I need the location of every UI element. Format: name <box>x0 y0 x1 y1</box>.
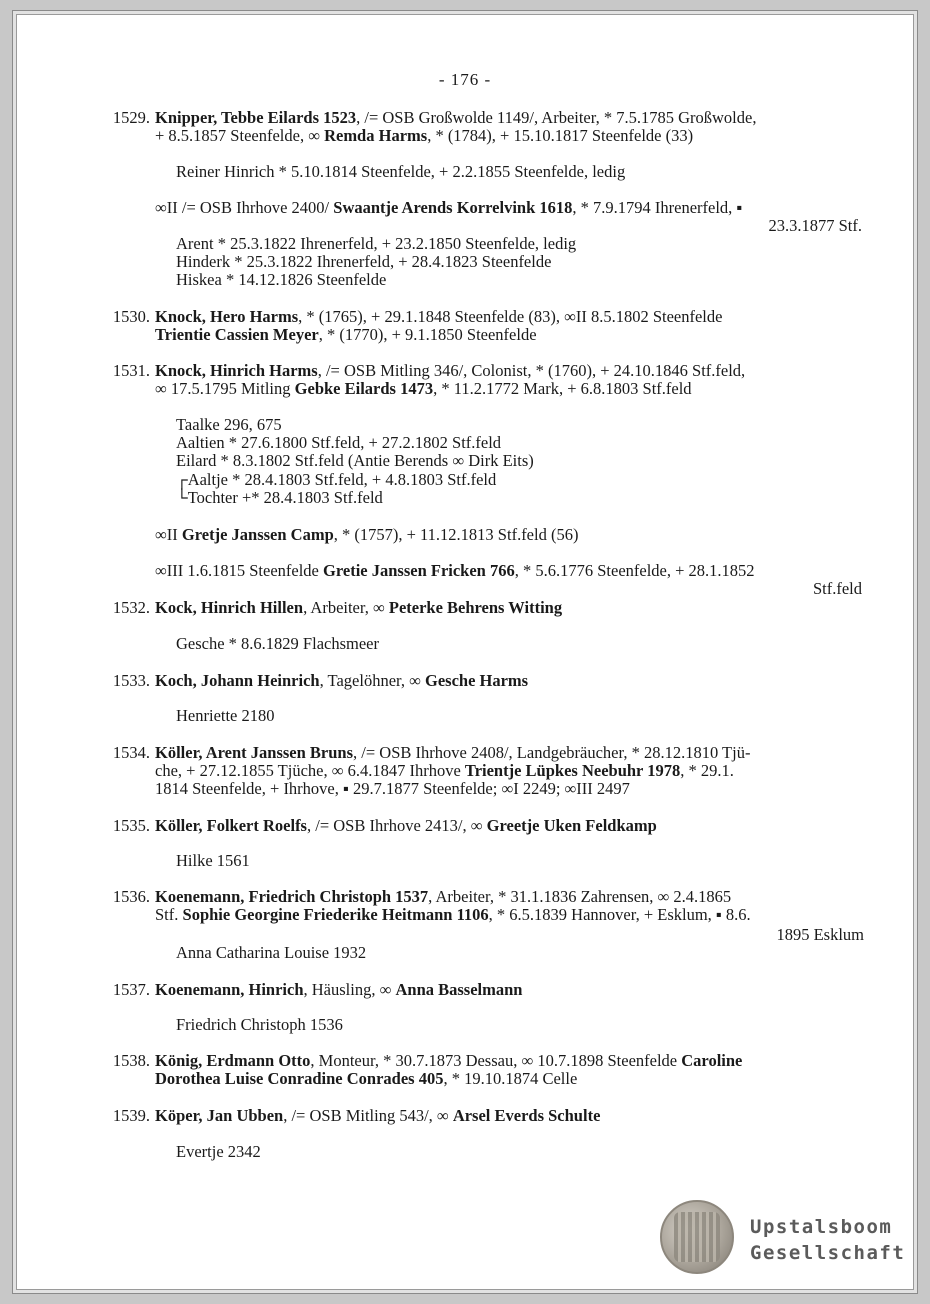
entry-line <box>155 1107 868 1125</box>
person-name: Remda Harms <box>324 126 428 145</box>
entry-number: 1532. <box>112 598 150 617</box>
person-name: Köller, Folkert Roelfs <box>155 816 307 835</box>
text-segment: che, + 27.12.1855 Tjüche, ∞ 6.4.1847 Ihrhove <box>155 761 465 780</box>
text-segment: 23.3.1877 Stf. <box>768 216 862 235</box>
entry-number: 1530. <box>112 307 150 326</box>
child-line <box>176 235 576 253</box>
entry-line <box>155 817 868 835</box>
child-line <box>176 452 534 470</box>
text-segment: Gesche * 8.6.1829 Flachsmeer <box>176 634 379 653</box>
continuation-line <box>600 217 862 235</box>
entry-number: 1534. <box>112 743 150 762</box>
text-segment: ∞II /= OSB Ihrhove 2400/ <box>155 198 334 217</box>
text-segment: , Arbeiter, ∞ <box>303 598 389 617</box>
entry-1536 <box>98 888 868 924</box>
person-name: Anna Basselmann <box>395 980 523 999</box>
text-segment: ∞III 1.6.1815 Steenfelde <box>155 561 324 580</box>
entry-1531 <box>98 362 868 398</box>
text-segment: Evertje 2342 <box>176 1142 261 1161</box>
text-segment: ∞ 17.5.1795 Mitling <box>155 379 295 398</box>
continuation-line <box>600 580 862 598</box>
entry-1532 <box>98 599 868 617</box>
text-segment: , * 29.1. <box>680 761 734 780</box>
person-name: Köper, Jan Ubben <box>155 1106 284 1125</box>
text-segment: , Häusling, ∞ <box>303 980 396 999</box>
entry-number: 1538. <box>112 1051 150 1070</box>
text-segment: , /= OSB Ihrhove 2408/, Landgebräucher, * 28.12.1810 Tjü- <box>353 743 751 762</box>
entry-1537 <box>98 981 868 999</box>
child-line <box>176 707 275 725</box>
entry-line <box>155 380 868 398</box>
text-segment: Hilke 1561 <box>176 851 250 870</box>
text-segment: 1814 Steenfelde, + Ihrhove, ▪ 29.7.1877 Steenfelde; ∞I 2249; ∞III 2497 <box>155 779 630 798</box>
text-segment: Stf. <box>155 905 183 924</box>
text-segment: , * 11.2.1772 Mark, + 6.8.1803 Stf.feld <box>433 379 692 398</box>
text-segment: Friedrich Christoph 1536 <box>176 1015 343 1034</box>
person-name: Greetje Uken Feldkamp <box>486 816 657 835</box>
child-line <box>176 1143 261 1161</box>
person-name: König, Erdmann Otto <box>155 1051 311 1070</box>
person-name: Knipper, Tebbe Eilards 1523 <box>155 108 357 127</box>
child-line <box>176 163 625 181</box>
marriage-line <box>155 526 578 544</box>
text-segment: └Tochter +* 28.4.1803 Stf.feld <box>176 488 383 507</box>
text-segment: Aaltien * 27.6.1800 Stf.feld, + 27.2.1802 Stf.feld <box>176 433 502 452</box>
person-name: Trientje Lüpkes Neebuhr 1978 <box>464 761 681 780</box>
text-segment: , /= OSB Mitling 543/, ∞ <box>283 1106 453 1125</box>
person-name: Arsel Everds Schulte <box>452 1106 601 1125</box>
child-line <box>176 471 496 489</box>
text-segment: , * 19.10.1874 Celle <box>443 1069 578 1088</box>
entry-number: 1529. <box>112 108 150 127</box>
entry-number: 1533. <box>112 671 150 690</box>
person-name: Gesche Harms <box>424 671 529 690</box>
entry-line <box>155 762 868 780</box>
entry-line <box>155 780 868 798</box>
text-segment: Reiner Hinrich * 5.10.1814 Steenfelde, + 2.2.1855 Steenfelde, ledig <box>176 162 626 181</box>
text-segment: , /= OSB Mitling 346/, Colonist, * (1760), + 24.10.1846 Stf.feld, <box>317 361 746 380</box>
person-name: Gebke Eilards 1473 <box>294 379 434 398</box>
person-name: Dorothea Luise Conradine Conrades 405 <box>155 1069 444 1088</box>
text-segment: , Tagelöhner, ∞ <box>319 671 425 690</box>
entry-number: 1531. <box>112 361 150 380</box>
child-line <box>176 852 250 870</box>
continuation-line <box>600 926 864 944</box>
brand-line-2: Gesellschaft <box>750 1242 906 1264</box>
text-segment: Arent * 25.3.1822 Ihrenerfeld, + 23.2.1850 Steenfelde, ledig <box>176 234 577 253</box>
entry-line <box>155 906 868 924</box>
person-name: Caroline <box>681 1051 743 1070</box>
child-line <box>176 416 282 434</box>
text-segment: Taalke 296, 675 <box>176 415 282 434</box>
page-number: - 176 - <box>438 70 492 89</box>
entry-1534 <box>98 744 868 798</box>
person-name: Knock, Hinrich Harms <box>155 361 318 380</box>
entry-line <box>155 362 868 380</box>
entry-line <box>155 672 868 690</box>
entry-line <box>155 127 868 145</box>
child-line <box>176 253 551 271</box>
text-segment: Henriette 2180 <box>176 706 275 725</box>
text-segment: ∞II <box>155 525 182 544</box>
text-segment: , /= OSB Großwolde 1149/, Arbeiter, * 7.5.1785 Großwolde, <box>356 108 757 127</box>
text-segment: , Arbeiter, * 31.1.1836 Zahrensen, ∞ 2.4.1865 <box>428 887 732 906</box>
entry-line <box>155 1070 868 1088</box>
entry-number: 1539. <box>112 1106 150 1125</box>
text-segment: Anna Catharina Louise 1932 <box>176 943 367 962</box>
entry-line <box>155 308 868 326</box>
text-segment: , * (1765), + 29.1.1848 Steenfelde (83), ∞II 8.5.1802 Steenfelde <box>298 307 723 326</box>
entry-number: 1537. <box>112 980 150 999</box>
entry-line <box>155 326 868 344</box>
text-segment: ┌Aaltje * 28.4.1803 Stf.feld, + 4.8.1803 Stf.feld <box>176 470 497 489</box>
person-name: Knock, Hero Harms <box>155 307 299 326</box>
text-segment: , /= OSB Ihrhove 2413/, ∞ <box>306 816 487 835</box>
text-segment: , * (1757), + 11.12.1813 Stf.feld (56) <box>333 525 579 544</box>
marriage-line <box>155 562 755 580</box>
text-segment: Eilard * 8.3.1802 Stf.feld (Antie Berends ∞ Dirk Eits) <box>176 451 534 470</box>
text-segment: Hiskea * 14.12.1826 Steenfelde <box>176 270 387 289</box>
child-line <box>176 271 386 289</box>
entry-line <box>155 981 868 999</box>
entry-line <box>155 888 868 906</box>
brand-line-1: Upstalsboom <box>750 1216 893 1238</box>
text-segment: , * 7.9.1794 Ihrenerfeld, ▪ <box>572 198 743 217</box>
entry-line <box>155 109 868 127</box>
child-line <box>176 434 501 452</box>
text-segment: , * 5.6.1776 Steenfelde, + 28.1.1852 <box>514 561 755 580</box>
person-name: Gretie Janssen Fricken 766 <box>323 561 515 580</box>
entry-number: 1535. <box>112 816 150 835</box>
text-segment: , * (1784), + 15.10.1817 Steenfelde (33) <box>427 126 694 145</box>
person-name: Trientie Cassien Meyer <box>155 325 319 344</box>
entry-line <box>155 744 868 762</box>
person-name: Köller, Arent Janssen Bruns <box>155 743 354 762</box>
entry-1529 <box>98 109 868 145</box>
child-line <box>176 489 383 507</box>
person-name: Kock, Hinrich Hillen <box>155 598 304 617</box>
society-seal-icon <box>660 1200 734 1274</box>
child-line <box>176 1016 343 1034</box>
text-segment: , Monteur, * 30.7.1873 Dessau, ∞ 10.7.1898 Steenfelde <box>310 1051 682 1070</box>
entry-line <box>155 599 868 617</box>
child-line <box>176 944 366 962</box>
marriage-line <box>155 199 742 217</box>
text-segment: , * 6.5.1839 Hannover, + Esklum, ▪ 8.6. <box>488 905 751 924</box>
entry-1535 <box>98 817 868 835</box>
entry-1530 <box>98 308 868 344</box>
person-name: Gretje Janssen Camp <box>181 525 334 544</box>
text-segment: + 8.5.1857 Steenfelde, ∞ <box>155 126 325 145</box>
person-name: Koch, Johann Heinrich <box>155 671 320 690</box>
text-segment: 1895 Esklum <box>776 925 864 944</box>
person-name: Koenemann, Friedrich Christoph 1537 <box>155 887 429 906</box>
entry-line <box>155 1052 868 1070</box>
person-name: Koenemann, Hinrich <box>155 980 304 999</box>
text-segment: , * (1770), + 9.1.1850 Steenfelde <box>318 325 537 344</box>
person-name: Peterke Behrens Witting <box>388 598 563 617</box>
entry-1533 <box>98 672 868 690</box>
child-line <box>176 635 379 653</box>
text-segment: Hinderk * 25.3.1822 Ihrenerfeld, + 28.4.1823 Steenfelde <box>176 252 552 271</box>
person-name: Swaantje Arends Korrelvink 1618 <box>333 198 573 217</box>
entry-number: 1536. <box>112 887 150 906</box>
entry-1538 <box>98 1052 868 1088</box>
entry-1539 <box>98 1107 868 1125</box>
person-name: Sophie Georgine Friederike Heitmann 1106 <box>182 905 489 924</box>
text-segment: Stf.feld <box>812 579 862 598</box>
